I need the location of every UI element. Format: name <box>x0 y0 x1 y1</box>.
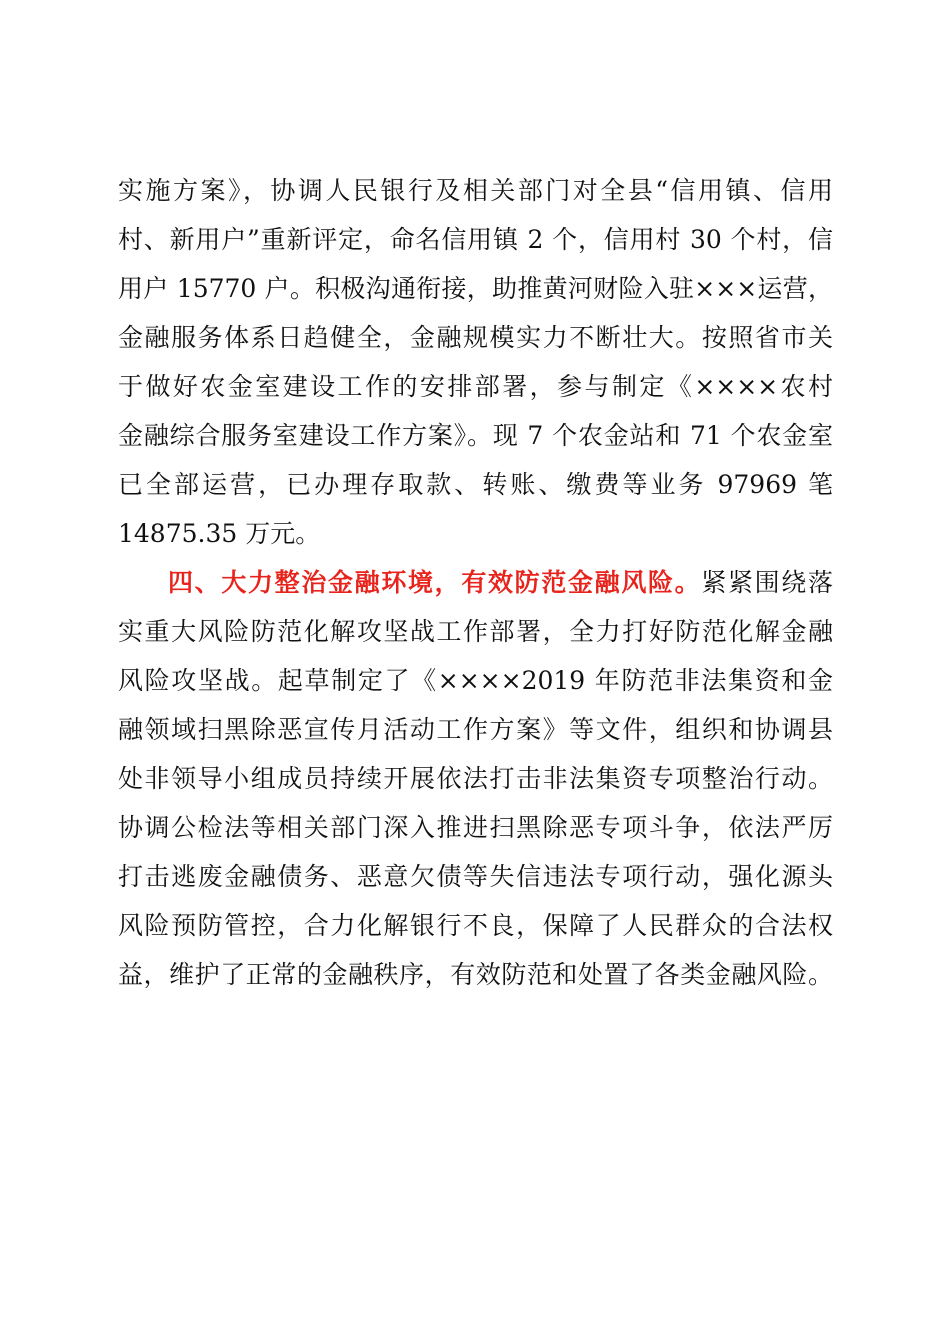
paragraph-line: 村、新用户”重新评定，命名信用镇 2 个，信用村 30 个村，信 <box>118 225 833 254</box>
paragraph-line: 融领域扫黑除恶宣传月活动工作方案》等文件，组织和协调县 <box>118 715 833 744</box>
paragraph-line: 协调公检法等相关部门深入推进扫黑除恶专项斗争，依法严厉 <box>118 813 833 842</box>
paragraph-line: 处非领导小组成员持续开展依法打击非法集资专项整治行动。 <box>118 764 833 793</box>
paragraph-line: 实重大风险防范化解攻坚战工作部署，全力打好防范化解金融 <box>118 617 833 646</box>
paragraph-first-line <box>118 558 833 607</box>
document-body <box>118 166 833 999</box>
paragraph-line: 益，维护了正常的金融秩序，有效防范和处置了各类金融风险。 <box>118 960 833 989</box>
paragraph-1 <box>118 166 833 558</box>
paragraph-line: 14875.35 万元。 <box>118 519 321 548</box>
paragraph-line: 于做好农金室建设工作的安排部署，参与制定《××××农村 <box>118 372 833 401</box>
paragraph-line: 风险预防管控，合力化解银行不良，保障了人民群众的合法权 <box>118 911 833 940</box>
paragraph-2 <box>118 558 833 999</box>
paragraph-line: 风险攻坚战。起草制定了《××××2019 年防范非法集资和金 <box>118 666 833 695</box>
paragraph-line: 实施方案》，协调人民银行及相关部门对全县“信用镇、信用 <box>118 176 833 205</box>
paragraph-line: 金融服务体系日趋健全，金融规模实力不断壮大。按照省市关 <box>118 323 833 352</box>
paragraph-line: 用户 15770 户。积极沟通衔接，助推黄河财险入驻×××运营， <box>118 274 833 303</box>
paragraph-line: 打击逃废金融债务、恶意欠债等失信违法专项行动，强化源头 <box>118 862 833 891</box>
paragraph-line: 已全部运营，已办理存取款、转账、缴费等业务 97969 笔 <box>118 470 833 499</box>
paragraph-line: 金融综合服务室建设工作方案》。现 7 个农金站和 71 个农金室 <box>118 421 833 450</box>
section-heading: 四、大力整治金融环境，有效防范金融风险。 <box>168 568 702 597</box>
paragraph-text: 紧紧围绕落 <box>701 568 833 597</box>
